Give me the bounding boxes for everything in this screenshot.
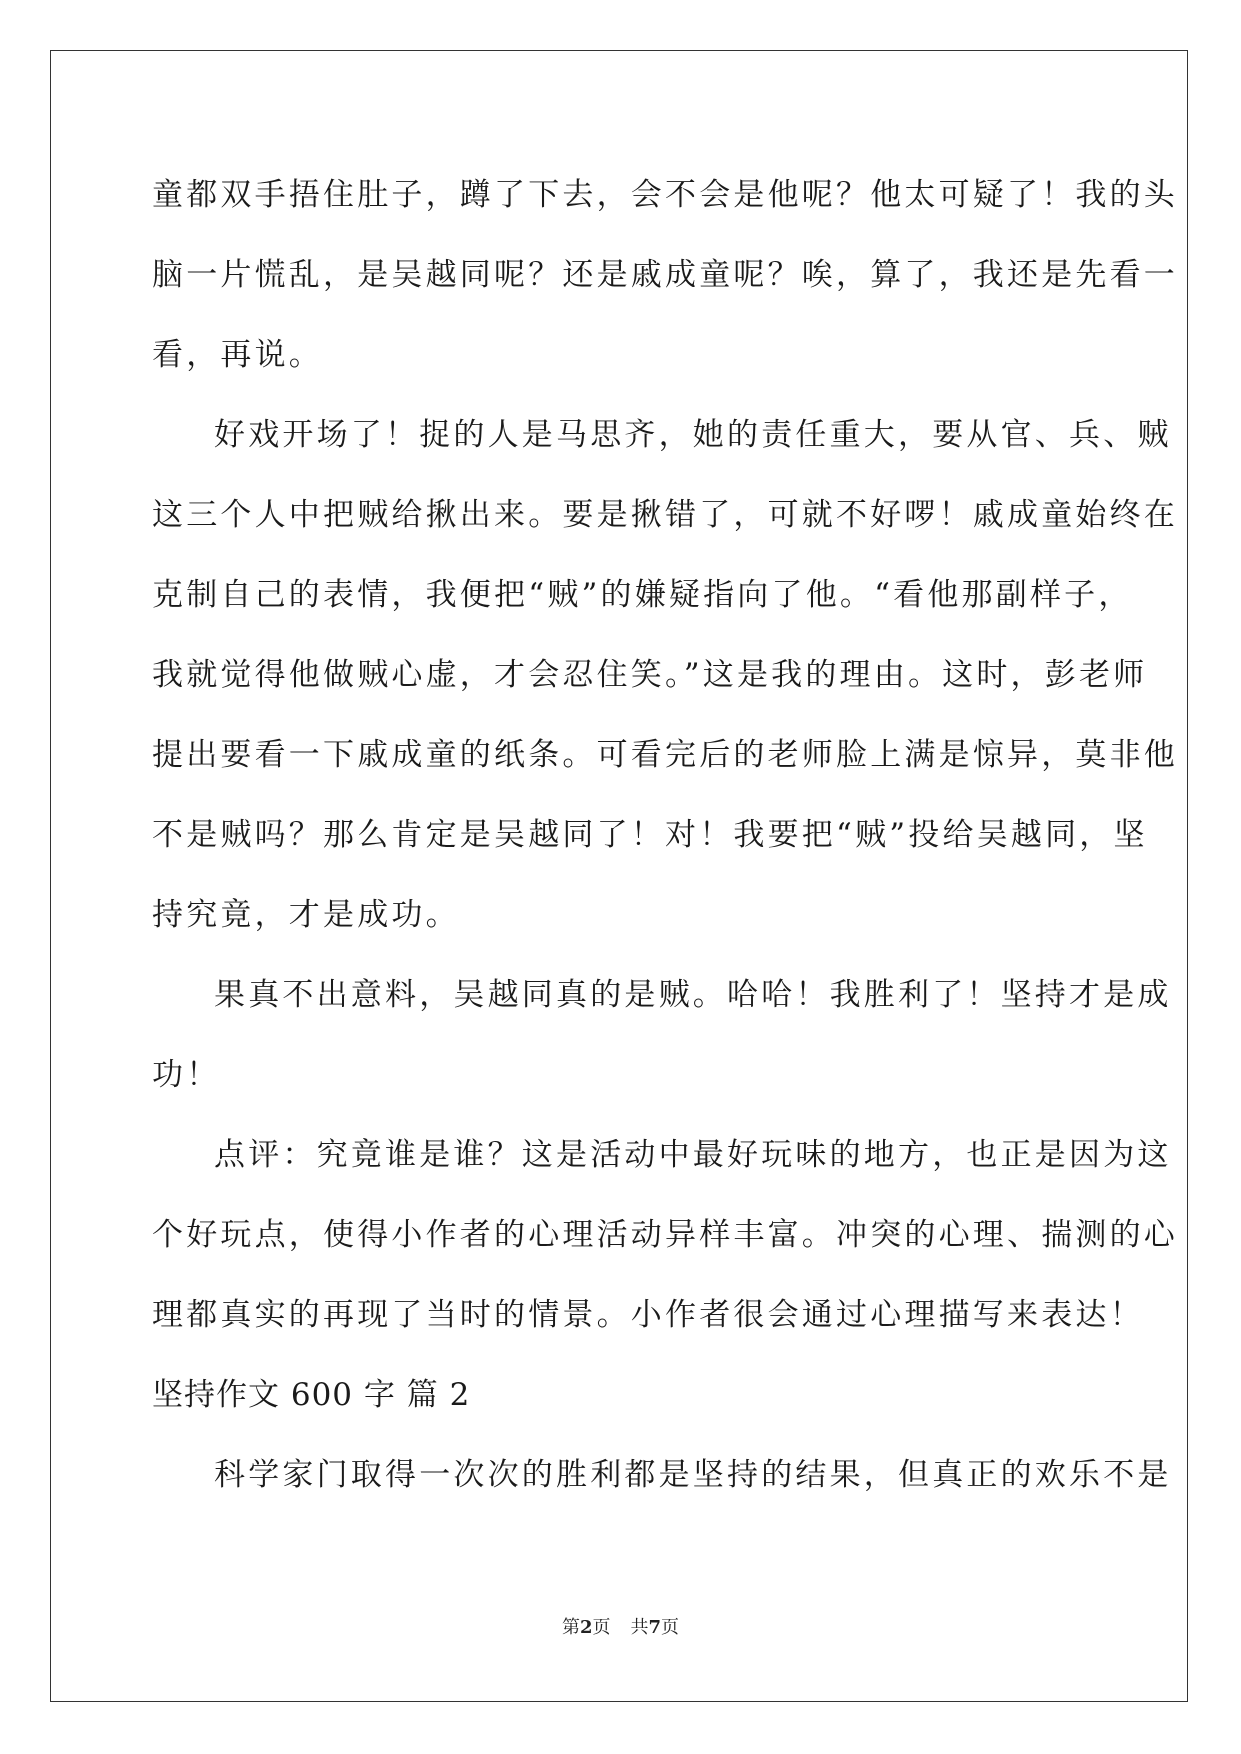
text-line: 持究竟，才是成功。 xyxy=(152,897,460,933)
text-line: 看，再说。 xyxy=(152,337,323,373)
page-suffix: 页 xyxy=(592,1617,611,1638)
total-prefix: 共 xyxy=(630,1617,649,1638)
page-footer xyxy=(0,1613,1241,1639)
text-line: 脑一片慌乱，是吴越同呢？还是戚成童呢？唉，算了，我还是先看一 xyxy=(152,257,1178,293)
text-line: 提出要看一下戚成童的纸条。可看完后的老师脸上满是惊异，莫非他 xyxy=(152,737,1178,773)
text-line: 不是贼吗？那么肯定是吴越同了！对！我要把“贼”投给吴越同，坚 xyxy=(152,817,1148,853)
section-heading: 坚持作文 600 字 篇 2 xyxy=(152,1377,471,1413)
text-line: 理都真实的再现了当时的情景。小作者很会通过心理描写来表达！ xyxy=(152,1297,1144,1333)
paragraph-start-line: 好戏开场了！捉的人是马思齐，她的责任重大，要从官、兵、贼 xyxy=(214,417,1172,453)
paragraph-start-line: 科学家门取得一次次的胜利都是坚持的结果，但真正的欢乐不是 xyxy=(214,1457,1172,1493)
text-line: 我就觉得他做贼心虚，才会忍住笑。”这是我的理由。这时，彭老师 xyxy=(152,657,1148,693)
text-line: 个好玩点，使得小作者的心理活动异样丰富。冲突的心理、揣测的心 xyxy=(152,1217,1178,1253)
text-line: 童都双手捂住肚子，蹲了下去，会不会是他呢？他太可疑了！我的头 xyxy=(152,177,1178,213)
document-body xyxy=(152,155,1178,1515)
comment-start-line: 点评：究竟谁是谁？这是活动中最好玩味的地方，也正是因为这 xyxy=(214,1137,1172,1173)
text-line: 这三个人中把贼给揪出来。要是揪错了，可就不好啰！戚成童始终在 xyxy=(152,497,1178,533)
page-number: 2 xyxy=(579,1617,593,1638)
text-line: 克制自己的表情，我便把“贼”的嫌疑指向了他。“看他那副样子， xyxy=(152,577,1133,613)
text-line: 功！ xyxy=(152,1057,221,1093)
total-suffix: 页 xyxy=(661,1617,680,1638)
page-prefix: 第 xyxy=(561,1617,580,1638)
total-pages: 7 xyxy=(648,1617,662,1638)
paragraph-start-line: 果真不出意料，吴越同真的是贼。哈哈！我胜利了！坚持才是成 xyxy=(214,977,1172,1013)
